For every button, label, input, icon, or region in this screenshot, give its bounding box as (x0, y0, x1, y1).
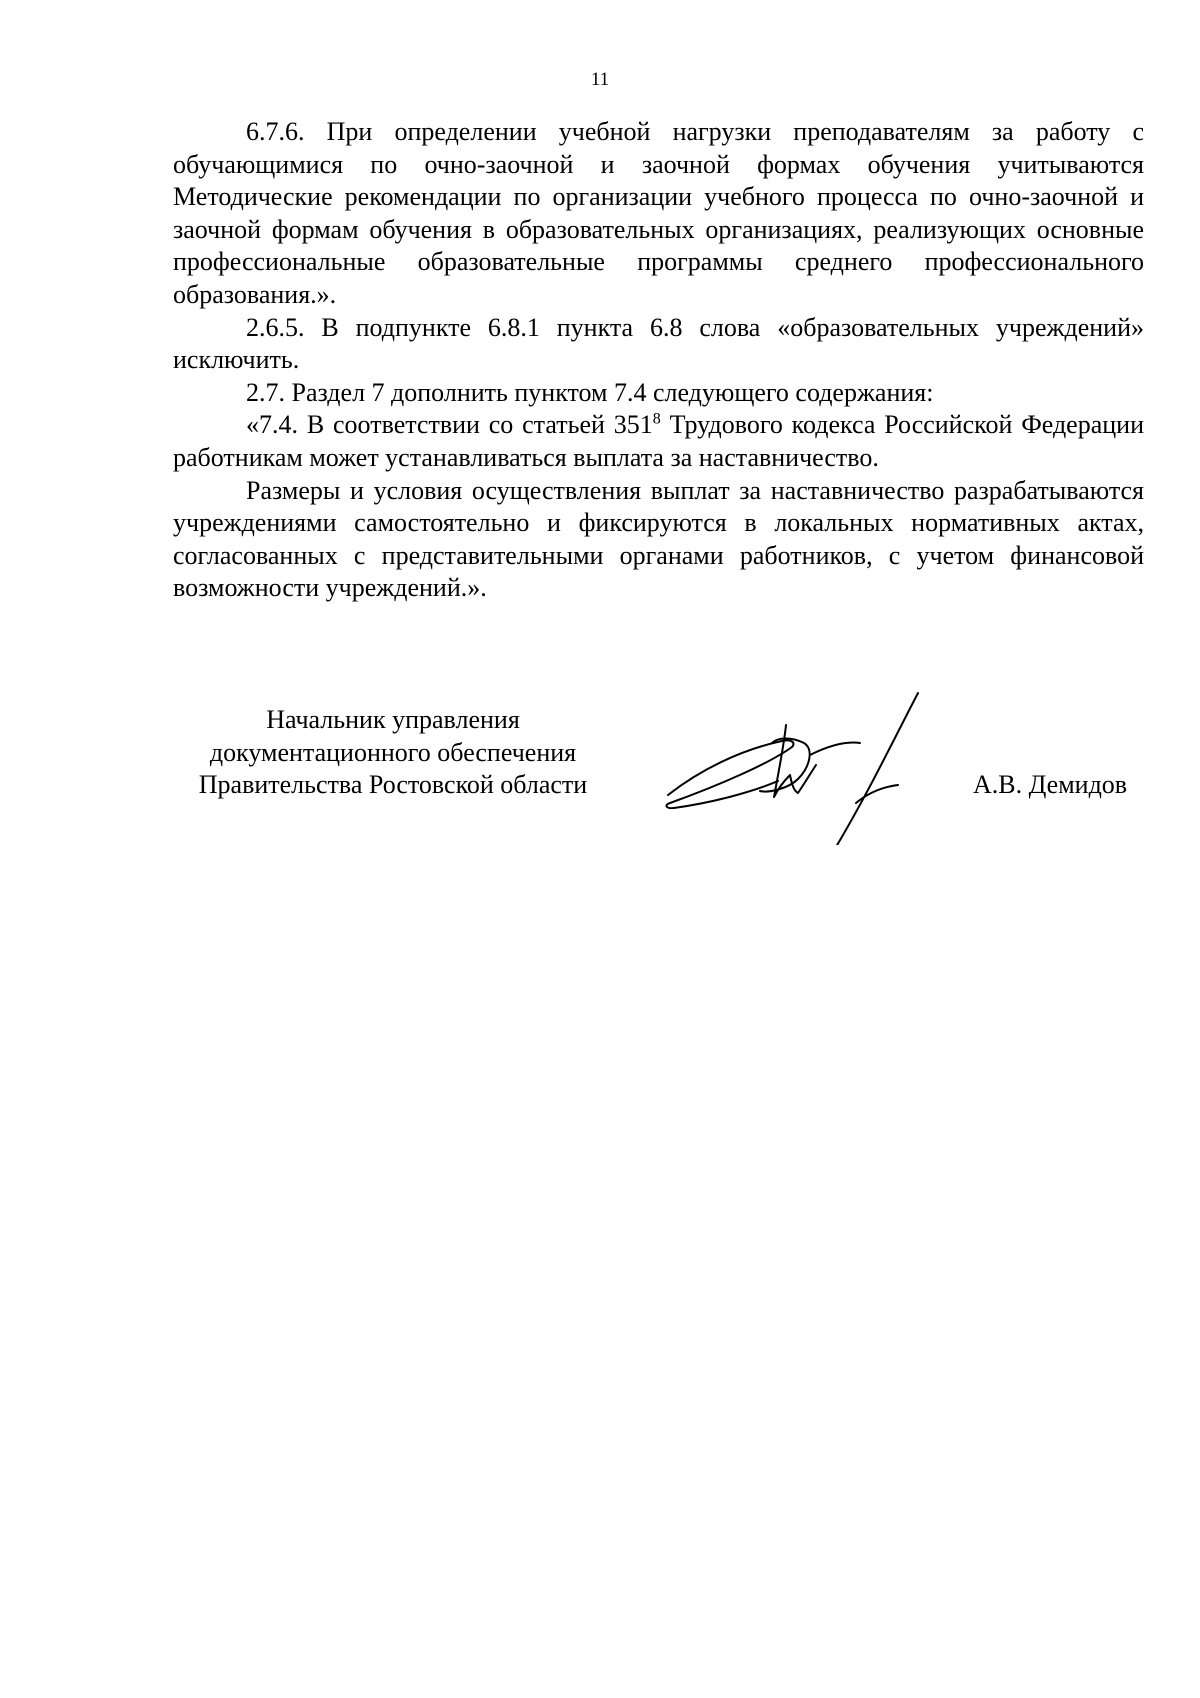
paragraph-7-4 (173, 409, 1144, 474)
paragraph-mentoring-payments: Размеры и условия осуществления выплат за наставничество разрабатываются учреждениями самостоятельно и фиксируются в локальных нормативных актах, согласованных с представительными органами работников, с учетом финансовой возможности учреждений.». (173, 475, 1144, 603)
paragraph-7-4-end: Трудового кодекса Российской Федерации работникам может устанавливаться выплата за наставничество. (173, 410, 1144, 472)
signatory-title-line-1: Начальник управления (266, 705, 520, 734)
signatory-title (173, 704, 613, 802)
page-number: 11 (590, 69, 610, 90)
signatory-title-line-3: Правительства Ростовской области (198, 770, 588, 800)
paragraph-2-6-5: 2.6.5. В подпункте 6.8.1 пункта 6.8 слова «образовательных учреждений» исключить. (173, 312, 1144, 375)
paragraph-2-7: 2.7. Раздел 7 дополнить пунктом 7.4 следующего содержания: (246, 377, 934, 407)
handwritten-signature (660, 685, 960, 845)
article-superscript: 8 (652, 410, 661, 428)
document-body (173, 116, 1144, 605)
paragraph-6-7-6: 6.7.6. При определении учебной нагрузки преподавателям за работу с обучающимися по очно-заочной и заочной формах обучения учитываются Методические рекомендации по организации учебного процесса по очно-заочной и заочной формам обучения в образовательных организациях, реализующих основные профессиональные образовательные программы среднего профессионального образования.». (173, 117, 1144, 309)
signatory-title-line-2: документационного обеспечения (209, 737, 577, 767)
signer-name: А.В. Демидов (973, 770, 1128, 799)
paragraph-7-4-start: «7.4. В соответствии со статьей 351 (246, 410, 653, 440)
